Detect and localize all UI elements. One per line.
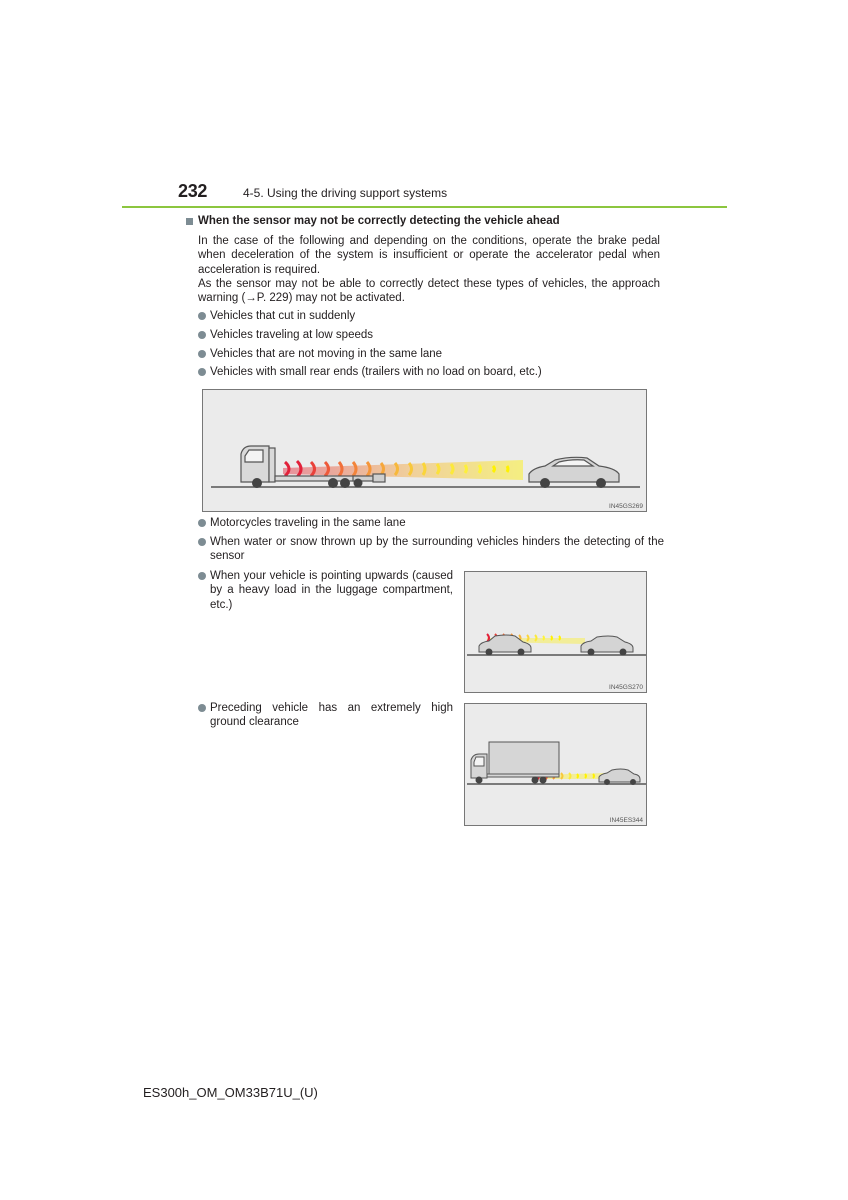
subsection-heading	[186, 215, 560, 227]
pointing-upwards-illustration	[465, 572, 647, 693]
figure-high-clearance	[464, 703, 647, 826]
subsection-heading-text: When the sensor may not be correctly detecting the vehicle ahead	[198, 215, 560, 227]
empty-trailer-illustration	[203, 390, 647, 512]
bullet-dot-icon	[198, 535, 210, 564]
bullet-dot-icon	[198, 701, 210, 730]
paragraph-approach-warning: As the sensor may not be able to correctly detect these types of vehicles, the approach warning (→P. 229) may not be activated.	[198, 278, 660, 305]
paragraph-operate-pedals: In the case of the following and depending on the conditions, operate the brake pedal when deceleration of the system is insufficient or operate the accelerator pedal when acceleration is required.	[198, 235, 660, 276]
footer-document-code: ES300h_OM_OM33B71U_(U)	[143, 1085, 318, 1100]
bullet-dot-icon	[198, 328, 210, 342]
list-item: Preceding vehicle has an extremely high ground clearance	[198, 701, 453, 730]
section-title: 4-5. Using the driving support systems	[243, 186, 448, 200]
list-item: When your vehicle is pointing upwards (caused by a heavy load in the luggage compartment, etc.)	[198, 569, 453, 612]
square-bullet-icon	[186, 218, 193, 225]
list-item: Vehicles traveling at low speeds	[198, 328, 668, 342]
bullet-dot-icon	[198, 347, 210, 361]
header-rule	[122, 206, 727, 208]
list-item: Vehicles that are not moving in the same lane	[198, 347, 668, 361]
list-item: When water or snow thrown up by the surrounding vehicles hinders the detecting of the sensor	[198, 535, 664, 564]
figure-empty-trailer	[202, 389, 647, 512]
figure-pointing-upwards	[464, 571, 647, 693]
figure-code: IN45ES344	[609, 817, 643, 824]
bullet-dot-icon	[198, 516, 210, 530]
list-item: Vehicles with small rear ends (trailers with no load on board, etc.)	[198, 365, 668, 379]
bullet-dot-icon	[198, 309, 210, 323]
page-number: 232	[178, 181, 208, 201]
bullet-dot-icon	[198, 569, 210, 612]
figure-code: IN45GS270	[609, 684, 643, 691]
bullet-dot-icon	[198, 365, 210, 379]
figure-code: IN45GS269	[609, 503, 643, 510]
list-item: Motorcycles traveling in the same lane	[198, 516, 664, 530]
list-item: Vehicles that cut in suddenly	[198, 309, 668, 323]
high-clearance-illustration	[465, 704, 647, 826]
